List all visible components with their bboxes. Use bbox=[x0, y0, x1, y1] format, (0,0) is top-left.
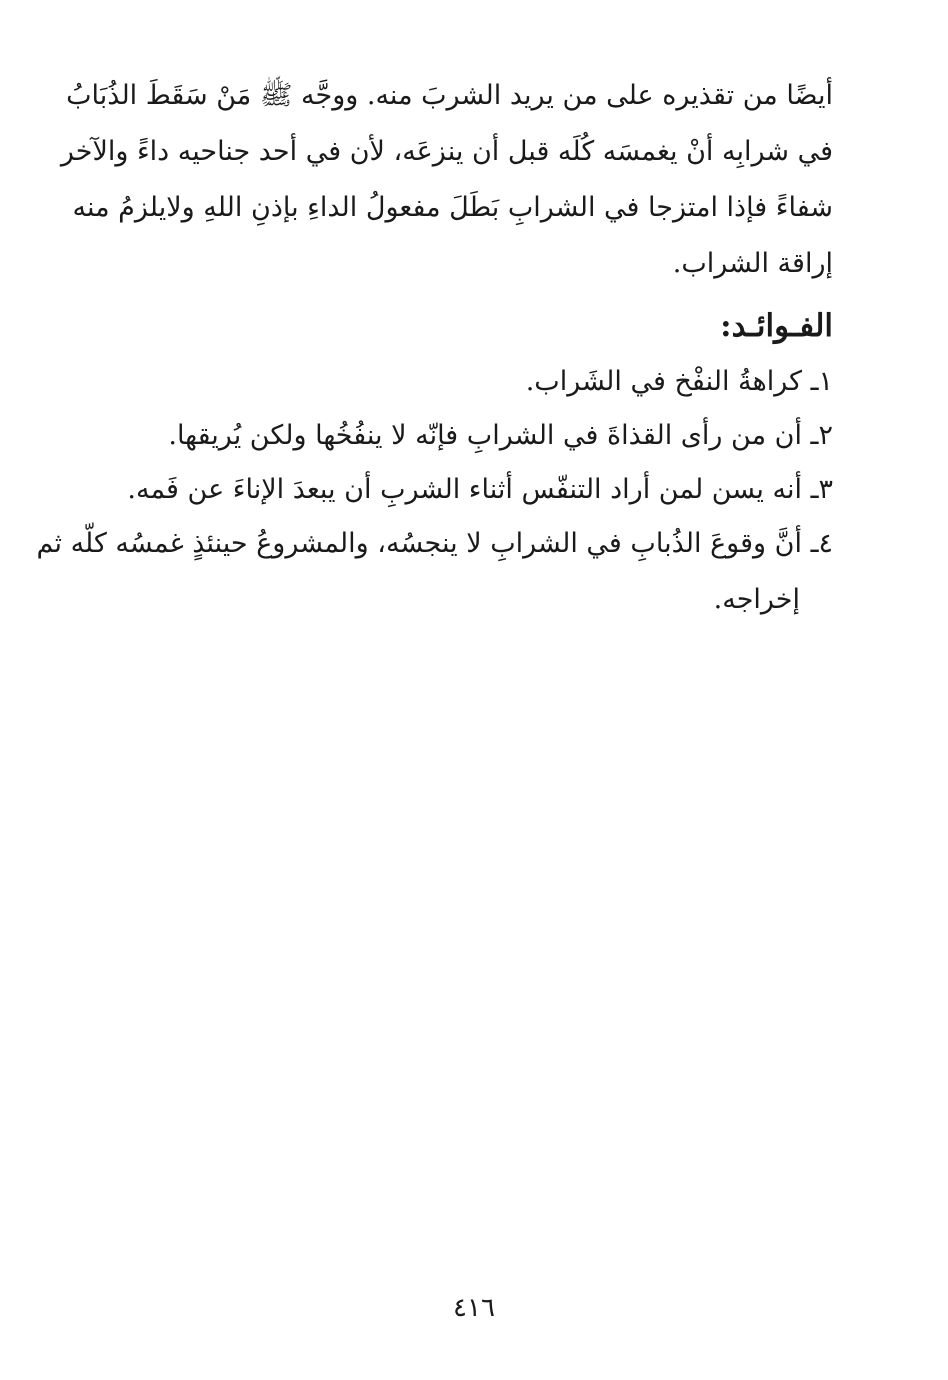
benefit-item-3: ٣ـ أنه يسن لمن أراد التنفّس أثناء الشربِ أن يبعدَ الإناءَ عن فَمه. bbox=[127, 474, 833, 505]
body-text-line-3: شفاءً فإذا امتزجا في الشرابِ بَطَلَ مفعولُ الداءِ بإذنِ اللهِ ولايلزمُ منه bbox=[72, 192, 833, 223]
benefits-heading: الفـوائـد: bbox=[720, 308, 833, 344]
body-text-line-4: إراقة الشراب. bbox=[672, 248, 833, 279]
benefit-item-1: ١ـ كراهةُ النفْخ في الشَراب. bbox=[525, 366, 833, 397]
page-number: ٤١٦ bbox=[453, 1293, 495, 1323]
benefit-item-2: ٢ـ أن من رأى القذاةَ في الشرابِ فإنّه لا ينفُخُها ولكن يُريقها. bbox=[168, 420, 833, 451]
body-text-line-1: أيضًا من تقذيره على من يريد الشربَ منه. ووجَّه ﷺ مَنْ سَقَطَ الذُبَابُ bbox=[66, 80, 833, 111]
benefit-item-4-continuation: إخراجه. bbox=[713, 584, 800, 615]
body-text-line-2: في شرابِه أنْ يغمسَه كُلَه قبل أن ينزعَه، لأن في أحد جناحيه داءً والآخر bbox=[60, 136, 833, 167]
benefit-item-4: ٤ـ أنَّ وقوعَ الذُبابِ في الشرابِ لا ينجسُه، والمشروعُ حينئذٍ غمسُه كلّه ثم bbox=[36, 528, 833, 559]
